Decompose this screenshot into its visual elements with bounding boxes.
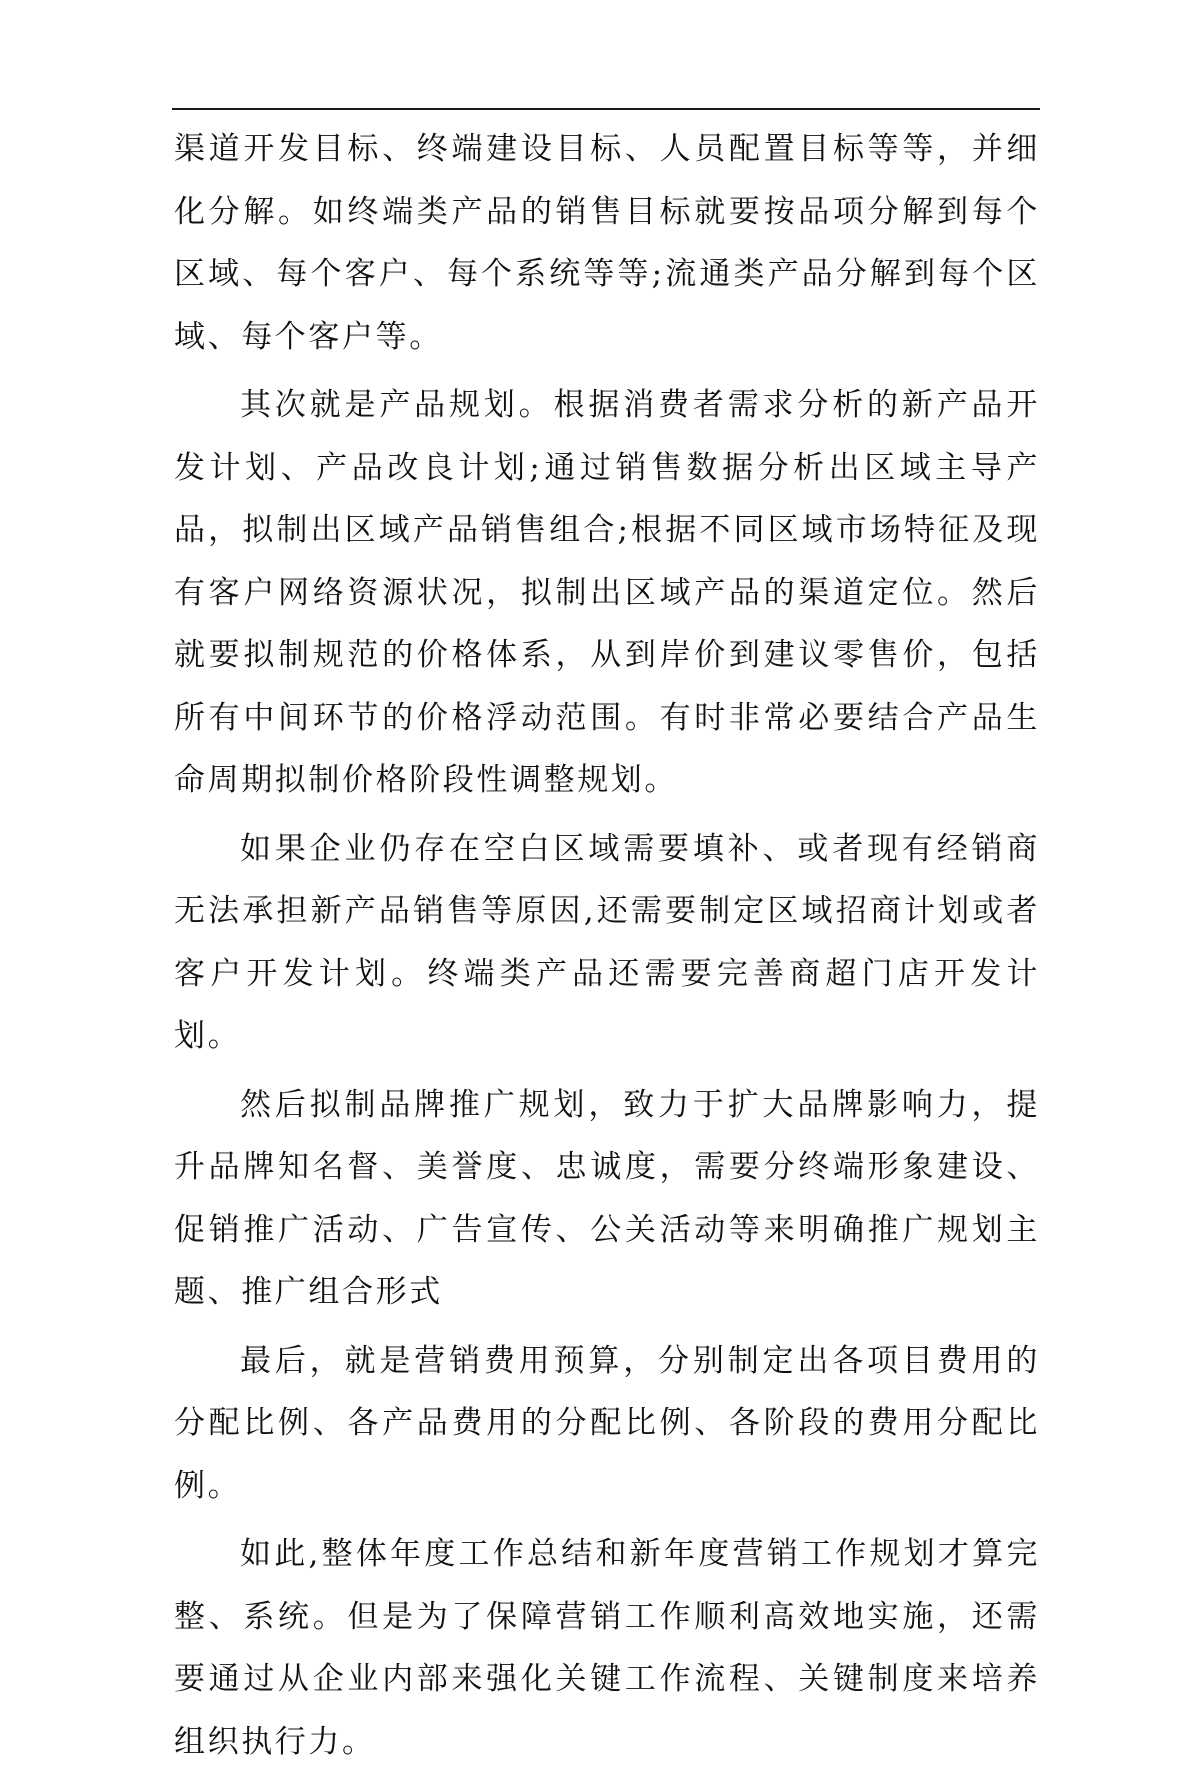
paragraph-continuation: 渠道开发目标、终端建设目标、人员配置目标等等，并细化分解。如终端类产品的销售目标就要按品项分解到每个区域、每个客户、每个系统等等;流通类产品分解到每个区域、每个客户等。 bbox=[174, 131, 1040, 355]
paragraph-budget: 最后，就是营销费用预算，分别制定出各项目费用的分配比例、各产品费用的分配比例、各阶段的费用分配比例。 bbox=[174, 1342, 1040, 1504]
paragraph-conclusion: 如此,整体年度工作总结和新年度营销工作规划才算完整、系统。但是为了保障营销工作顺利高效地实施，还需要通过从企业内部来强化关键工作流程、关键制度来培养组织执行力。 bbox=[174, 1536, 1040, 1760]
paragraph-investment-plan: 如果企业仍存在空白区域需要填补、或者现有经销商无法承担新产品销售等原因,还需要制定区域招商计划或者客户开发计划。终端类产品还需要完善商超门店开发计划。 bbox=[174, 830, 1040, 1054]
document-body bbox=[174, 118, 1040, 1773]
paragraph-brand-promotion: 然后拟制品牌推广规划，致力于扩大品牌影响力，提升品牌知名督、美誉度、忠诚度，需要分终端形象建设、促销推广活动、广告宣传、公关活动等来明确推广规划主题、推广组合形式 bbox=[174, 1086, 1040, 1310]
paragraph-product-planning: 其次就是产品规划。根据消费者需求分析的新产品开发计划、产品改良计划;通过销售数据分析出区域主导产品，拟制出区域产品销售组合;根据不同区域市场特征及现有客户网络资源状况，拟制出区域产品的渠道定位。然后就要拟制规范的价格体系，从到岸价到建议零售价，包括所有中间环节的价格浮动范围。有时非常必要结合产品生命周期拟制价格阶段性调整规划。 bbox=[174, 387, 1040, 798]
header-rule bbox=[172, 108, 1040, 110]
